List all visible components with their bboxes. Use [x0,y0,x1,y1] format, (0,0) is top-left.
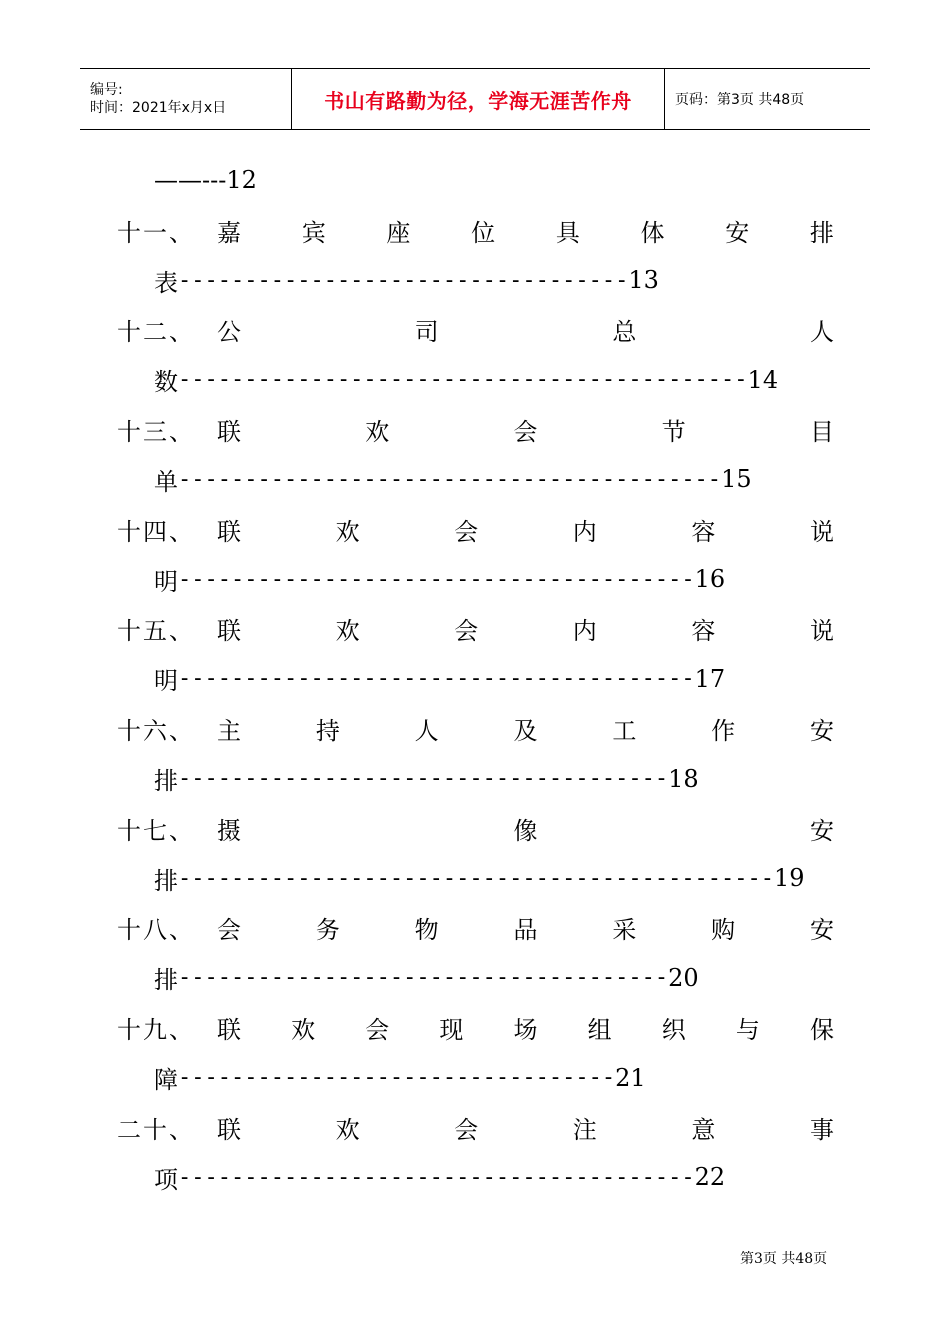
toc-title-char: 安 [809,717,834,745]
toc-title-char: 人 [809,318,834,347]
toc-title-char: 会 [217,916,241,945]
toc-title-char: 注 [572,1115,597,1144]
toc-title-char: 公 [217,318,241,347]
toc-entry [117,1012,834,1044]
toc-title-char: 内 [572,517,597,546]
toc-title-char: 欢 [291,1016,316,1045]
toc-entry [117,912,834,944]
time-label: 时间：2021年x月x日 [90,100,227,116]
toc-leader-dashes: ---------------------------------- [178,267,629,293]
toc-title-char: 具 [555,218,580,247]
toc-title-char: 说 [809,617,834,646]
toc-leader-dashes: ------------------------------------------- [178,367,748,393]
toc-page-number: 19 [774,864,805,893]
toc-continuation-char: 表 [154,268,178,297]
toc-entry-continuation [154,763,699,795]
toc-entry-title [217,1010,834,1045]
toc-page-number: 21 [615,1063,646,1092]
toc-entry [117,713,834,745]
toc-continuation-char: 排 [154,767,178,795]
toc-title-char: 及 [513,717,538,745]
toc-title-char: 人 [414,717,439,745]
toc-page-number: 16 [694,565,726,594]
toc-entry-number: 十七、 [117,816,195,845]
toc-leader-dashes: --------------------------------------- [178,666,695,692]
toc-title-char: 欢 [335,1115,360,1144]
toc-continuation-char: 明 [154,567,178,596]
toc-entry-number: 十九、 [117,1016,195,1045]
toc-continuation-char: 单 [154,467,178,496]
toc-title-char: 像 [513,816,538,845]
toc-entry-number: 十三、 [117,417,195,446]
toc-title-char: 联 [217,417,241,446]
toc-title-char: 与 [735,1016,760,1045]
toc-continuation-char: 排 [154,966,178,995]
toc-entry [117,513,834,545]
toc-title-char: 安 [725,218,750,247]
toc-entry [117,613,834,645]
toc-leader-dashes: --------------------------------------- [178,1164,695,1190]
toc-entry-continuation [154,1062,646,1094]
toc-leader-dashes: ------------------------------------- [178,965,669,991]
toc-entry-number: 十一、 [117,218,195,247]
toc-title-char: 联 [217,617,241,646]
toc-title-char: 节 [661,417,686,446]
toc-entry [117,413,834,445]
toc-leader-dashes: ----------------------------------------- [178,466,722,492]
toc-title-char: 排 [809,218,834,247]
page-footer: 第3页 共48页 [740,1251,828,1267]
toc-title-char: 欢 [335,517,360,546]
toc-entry-continuation [154,1161,725,1193]
toc-entry-title [217,213,834,248]
toc-page-number: 17 [694,664,726,693]
toc-page-number: 15 [721,465,752,494]
toc-leader-dashes: --------------------------------- [178,1065,616,1091]
toc-entry-number: 十二、 [117,318,195,347]
toc-title-char: 会 [454,517,479,546]
toc-title-char: 主 [217,717,241,745]
toc-title-char: 说 [809,517,834,546]
toc-title-char: 嘉 [217,218,241,247]
toc-entry-title [217,910,834,945]
toc-leader-dashes: --------------------------------------------- [178,865,775,891]
header-meta [80,69,292,129]
toc-title-char: 意 [691,1115,716,1144]
toc-title-char: 采 [612,916,637,945]
toc-title-char: 摄 [217,816,241,845]
toc-title-char: 会 [513,417,538,446]
toc-continuation-char: 数 [154,368,178,397]
toc-title-char: 现 [439,1016,464,1045]
toc-title-char: 会 [454,617,479,646]
page-header [80,68,870,130]
toc-entry-continuation [154,364,778,396]
toc-title-char: 目 [810,417,834,446]
toc-title-char: 宾 [301,218,326,247]
toc-page-number: 22 [694,1163,726,1192]
toc-title-char: 会 [454,1115,479,1144]
toc-entry-title [217,412,834,447]
toc-entry-number: 十八、 [117,916,195,945]
toc-entry-title [217,711,834,746]
toc-continuation-char: 排 [154,866,178,895]
toc-title-char: 总 [612,318,637,347]
toc-leader-dashes: ------------------------------------- [178,766,669,791]
number-label: 编号: [90,82,123,98]
toc-entry-title [217,811,834,846]
toc-title-char: 容 [691,517,716,546]
toc-title-char: 联 [217,1016,241,1045]
toc-title-char: 保 [810,1016,834,1045]
toc-entry-continuation [154,563,725,595]
toc-title-char: 欢 [335,617,360,646]
toc-entry-title [217,512,834,547]
toc-entry [117,1111,834,1143]
toc-title-char: 组 [587,1016,612,1045]
toc-entry [117,214,834,246]
toc-entry [117,314,834,346]
header-motto: 书山有路勤为径，学海无涯苦作舟 [292,69,665,129]
toc-continuation-char: 明 [154,667,178,696]
toc-entry-number: 十六、 [117,717,195,745]
toc-title-char: 持 [315,717,340,745]
header-page-label: 页码：第3页 共48页 [675,92,805,108]
toc-continuation-char: 障 [154,1066,178,1095]
toc-title-char: 内 [572,617,597,646]
toc-entry-continuation [154,463,752,495]
toc-continuation-char: 项 [154,1165,178,1194]
toc-entry-number: 十四、 [117,517,195,546]
toc-title-char: 座 [386,218,411,247]
toc-title-char: 安 [810,816,834,845]
toc-title-char: 位 [471,218,496,247]
toc-entry-continuation [154,962,699,994]
toc-page-number: 14 [747,365,779,394]
toc-page-number: 20 [668,963,699,992]
toc-entry-title [217,1110,834,1145]
toc-continuation-text: ——---12 [154,166,257,194]
toc-title-char: 联 [217,517,241,546]
toc-title-char: 场 [513,1016,538,1045]
toc-leader-dashes: --------------------------------------- [178,566,695,592]
toc-entry-number: 十五、 [117,617,195,646]
toc-title-char: 联 [217,1115,241,1144]
toc-title-char: 欢 [365,417,390,446]
toc-entry-number: 二十、 [117,1115,195,1144]
toc-title-char: 物 [414,916,439,945]
toc-page-number: 13 [628,266,659,294]
toc-title-char: 容 [691,617,716,646]
toc-entry-title [217,611,834,646]
toc-page-number: 18 [668,764,699,793]
toc-entry-continuation [154,862,805,894]
toc-title-char: 事 [809,1115,834,1144]
toc-continuation-first [154,164,257,196]
toc-title-char: 安 [809,916,834,945]
toc-title-char: 会 [365,1016,390,1045]
toc-entry [117,812,834,844]
toc-title-char: 务 [315,916,340,945]
toc-title-char: 工 [612,717,637,745]
toc-title-char: 品 [513,916,538,945]
toc-entry-continuation [154,663,725,695]
toc-title-char: 织 [661,1016,686,1045]
toc-title-char: 作 [711,717,736,745]
toc-entry-continuation [154,264,659,296]
toc-entry-title [217,312,834,347]
toc-title-char: 司 [414,318,439,347]
toc-title-char: 购 [711,916,736,945]
toc-title-char: 体 [640,218,665,247]
